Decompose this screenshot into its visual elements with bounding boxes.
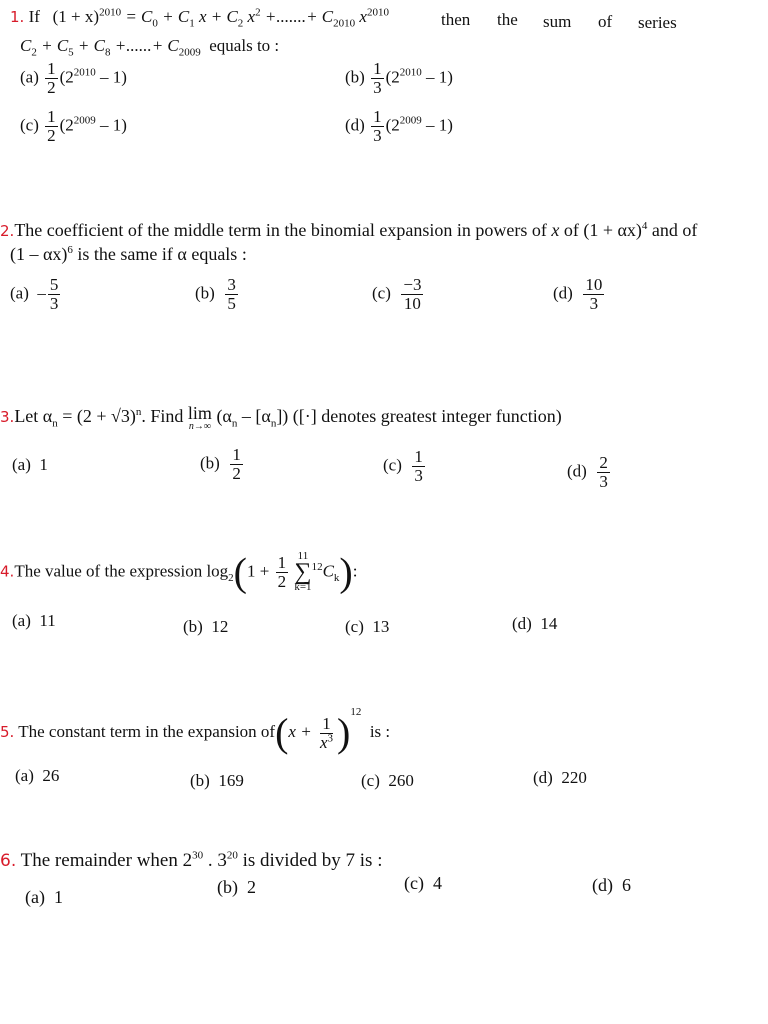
q2-line2-tail: is the same if α equals : xyxy=(72,244,247,264)
q2-and-of: and of xyxy=(647,220,698,240)
q1-sub1: 1 xyxy=(189,17,195,30)
q3-b-den: 2 xyxy=(232,463,241,483)
q6-b-label: (b) xyxy=(217,877,238,897)
q3-mid: – [α xyxy=(237,406,271,427)
q6-exp1: 30 xyxy=(192,849,204,862)
q3-option-a[interactable] xyxy=(12,456,48,473)
q1-a-num: 1 xyxy=(47,59,56,78)
q5-option-c[interactable] xyxy=(361,772,414,789)
q1-option-c[interactable] xyxy=(20,108,127,145)
q5-number: 5. xyxy=(0,723,15,741)
q1-option-d[interactable] xyxy=(345,108,453,145)
q1-d-num: 1 xyxy=(373,107,382,126)
q4-option-d[interactable] xyxy=(512,615,557,632)
q3-let: Let α xyxy=(14,406,53,427)
q6-text2: is divided by 7 is : xyxy=(237,850,383,871)
q5-exp: 12 xyxy=(350,706,362,718)
q4-option-c[interactable] xyxy=(345,618,389,635)
q4-c: C xyxy=(322,561,334,581)
q5-paren-right: ) xyxy=(336,710,351,756)
q4-a-value: 11 xyxy=(39,611,56,630)
q2-number: 2. xyxy=(0,222,15,240)
q3-stem xyxy=(0,404,562,432)
q1-sum: sum xyxy=(543,12,572,31)
q6-dot: . 3 xyxy=(203,850,227,871)
q4-c-sub: k xyxy=(333,571,340,584)
q6-c-value: 4 xyxy=(432,873,442,893)
q3-d-fraction xyxy=(597,454,610,491)
q6-option-d[interactable] xyxy=(592,876,631,894)
q1-c-base: (2 xyxy=(59,115,74,135)
q3-c-fraction xyxy=(412,448,425,485)
q2-stem-line1 xyxy=(0,221,697,239)
q6-d-value: 6 xyxy=(622,875,631,895)
q6-text1: The remainder when 2 xyxy=(16,850,193,871)
q6-number: 6. xyxy=(0,851,17,871)
q2-line2: (1 – αx) xyxy=(10,244,68,264)
q3-d-label: (d) xyxy=(567,461,587,481)
q1-s2009: 2009 xyxy=(178,46,201,59)
q2-a-num: 5 xyxy=(49,275,59,294)
q3-a-label: (a) xyxy=(12,455,31,474)
q1-xlast: x xyxy=(359,7,367,26)
q6-b-value: 2 xyxy=(247,877,256,897)
q2-d-label: (d) xyxy=(553,283,573,303)
q1-a-fraction xyxy=(45,60,58,97)
q2-b-fraction xyxy=(225,276,238,313)
q1-option-a[interactable] xyxy=(20,60,127,97)
q1-b-tail: – 1) xyxy=(426,67,453,87)
q4-sigma xyxy=(294,552,311,593)
q1-stem-line2 xyxy=(20,36,280,59)
q2-c-num: −3 xyxy=(403,275,422,294)
q2-d-den: 3 xyxy=(589,293,599,313)
q4-d-label: (d) xyxy=(512,614,532,633)
q1-d-exp: 2009 xyxy=(399,114,422,127)
q2-stem-line2 xyxy=(10,245,247,263)
q1-tail: equals to : xyxy=(209,36,280,55)
q5-c-label: (c) xyxy=(361,771,380,790)
q3-option-c[interactable] xyxy=(383,448,427,485)
q1-a-base: (2 xyxy=(59,67,74,87)
q3-b-fraction xyxy=(230,446,243,483)
q2-a-sign: – xyxy=(37,283,46,303)
q1-exp2: 2 xyxy=(255,6,261,19)
q1-c-exp: 2009 xyxy=(73,114,96,127)
q2-d-fraction xyxy=(583,276,604,313)
q5-a-value: 26 xyxy=(42,766,60,785)
q5-frac-den-x: x xyxy=(319,732,328,752)
q1-dots2: +......+ C xyxy=(114,36,179,55)
q4-half-den: 2 xyxy=(277,572,287,592)
q3-lim-word: lim xyxy=(187,403,212,423)
q1-series: series xyxy=(638,13,677,32)
q6-exp2: 20 xyxy=(226,849,238,862)
q5-option-d[interactable] xyxy=(533,769,587,786)
q2-option-a[interactable] xyxy=(10,276,62,313)
q3-sub-n: n xyxy=(52,417,58,430)
q1-stem-line1 xyxy=(10,6,389,30)
q1-c2: C xyxy=(20,36,32,55)
q6-a-label: (a) xyxy=(25,887,45,907)
q4-b-label: (b) xyxy=(183,617,203,636)
q1-sub2010: 2010 xyxy=(333,17,356,30)
q5-frac-num: 1 xyxy=(322,713,331,733)
q6-option-b[interactable] xyxy=(217,878,256,896)
q2-a-fraction xyxy=(48,276,61,313)
q4-c-value: 13 xyxy=(372,617,390,636)
q2-option-d[interactable] xyxy=(553,276,606,313)
q1-d-label: (d) xyxy=(345,115,365,135)
q1-a-label: (a) xyxy=(20,67,39,87)
q3-exp-n: n xyxy=(135,406,142,419)
q1-the: the xyxy=(497,10,518,29)
q1-x2: x xyxy=(247,7,256,26)
q5-x-plus: x + xyxy=(288,722,312,741)
q2-exp2: 6 xyxy=(67,244,73,256)
q1-b-exp: 2010 xyxy=(399,66,422,79)
q2-a-den: 3 xyxy=(49,293,59,313)
q4-stem xyxy=(0,549,358,595)
q1-a-exp: 2010 xyxy=(73,66,96,79)
q3-eq: = (2 + √3) xyxy=(57,406,136,427)
q4-b-value: 12 xyxy=(211,617,229,636)
q5-tail: is : xyxy=(369,722,391,741)
q1-b-base: (2 xyxy=(385,67,400,87)
q3-number: 3. xyxy=(0,408,15,427)
q2-a-label: (a) xyxy=(10,283,29,303)
q5-text: The constant term in the expansion of xyxy=(14,722,276,741)
q1-c-den: 2 xyxy=(47,125,56,145)
q5-fraction xyxy=(318,715,335,752)
q4-half xyxy=(276,554,289,591)
q3-d-num: 2 xyxy=(599,453,608,472)
q1-rhs: = C xyxy=(125,7,153,26)
q2-d-num: 10 xyxy=(585,275,603,294)
q4-half-num: 1 xyxy=(277,553,287,573)
q3-b-num: 1 xyxy=(232,445,241,464)
q3-lim-under: n→∞ xyxy=(188,421,211,432)
q1-c-num: 1 xyxy=(47,107,56,126)
q2-x: x xyxy=(551,220,560,240)
q6-stem xyxy=(0,851,382,870)
q1-s2: 2 xyxy=(31,46,37,59)
q4-sigma-bottom: k=1 xyxy=(294,581,312,594)
q1-a-tail: – 1) xyxy=(100,67,127,87)
q1-of: of xyxy=(598,12,613,31)
q5-frac-den xyxy=(318,731,335,752)
q5-stem xyxy=(0,706,391,756)
q3-end: ]) ([·] denotes greatest integer function) xyxy=(276,406,562,427)
q1-plus1: + C xyxy=(162,7,190,26)
q2-text1: The coefficient of the middle term in the binomial expansion in powers of xyxy=(14,220,552,240)
q1-c-tail: – 1) xyxy=(100,115,127,135)
q1-lhs: (1 + x) xyxy=(52,7,100,26)
q1-sub0: 0 xyxy=(152,17,158,30)
q1-lhs-exp: 2010 xyxy=(99,6,122,19)
q3-option-b[interactable] xyxy=(200,446,245,483)
q2-of: of (1 + αx) xyxy=(559,220,642,240)
q5-c-value: 260 xyxy=(388,771,414,790)
q3-limit xyxy=(188,404,212,432)
q1-d-base: (2 xyxy=(385,115,400,135)
q1-then: then xyxy=(441,10,471,29)
q4-d-value: 14 xyxy=(540,614,558,633)
q4-base: 2 xyxy=(228,571,234,584)
q4-text: The value of the expression log xyxy=(14,561,229,581)
q1-c-fraction xyxy=(45,108,58,145)
q1-number: 1. xyxy=(10,8,25,26)
q2-c-den: 10 xyxy=(403,293,421,313)
q2-option-b[interactable] xyxy=(195,276,240,313)
q1-b-fraction xyxy=(371,60,384,97)
q4-colon: : xyxy=(352,561,358,581)
q2-exp1: 4 xyxy=(641,220,648,232)
q3-c-den: 3 xyxy=(414,465,423,485)
q6-option-a[interactable] xyxy=(25,888,63,906)
q1-d-tail: – 1) xyxy=(426,115,453,135)
q4-number: 4. xyxy=(0,562,15,581)
q4-paren-right: ) xyxy=(339,549,353,595)
q5-den-exp: 3 xyxy=(327,731,333,744)
q3-find: . Find xyxy=(141,406,188,427)
q2-c-label: (c) xyxy=(372,283,391,303)
q3-a-value: 1 xyxy=(39,455,48,474)
q1-d-fraction xyxy=(371,108,384,145)
q1-explast: 2010 xyxy=(366,6,389,19)
q4-c-label: (c) xyxy=(345,617,364,636)
q2-b-label: (b) xyxy=(195,283,215,303)
q5-d-label: (d) xyxy=(533,768,553,787)
q4-a-label: (a) xyxy=(12,611,31,630)
q6-c-label: (c) xyxy=(404,873,424,893)
q3-expr: (α xyxy=(211,406,232,427)
q1-p1: + C xyxy=(41,36,69,55)
q5-b-value: 169 xyxy=(218,771,244,790)
q5-option-a[interactable] xyxy=(15,767,59,784)
q3-c-num: 1 xyxy=(414,447,423,466)
q1-c-label: (c) xyxy=(20,115,39,135)
q6-a-value: 1 xyxy=(53,887,63,907)
q1-x1: x + C xyxy=(198,7,238,26)
q4-option-a[interactable] xyxy=(12,612,56,629)
q1-if: If xyxy=(28,7,40,26)
q2-b-den: 5 xyxy=(227,293,236,313)
q2-b-num: 3 xyxy=(227,275,236,294)
q3-c-label: (c) xyxy=(383,455,402,475)
q5-option-b[interactable] xyxy=(190,772,244,789)
q4-sigma-top: 11 xyxy=(297,550,309,562)
q3-b-label: (b) xyxy=(200,453,220,473)
q1-d-den: 3 xyxy=(373,125,382,145)
q1-a-den: 2 xyxy=(47,77,56,97)
q1-dots: +.......+ C xyxy=(264,7,334,26)
q4-c-pre: 12 xyxy=(311,560,323,573)
q5-b-label: (b) xyxy=(190,771,210,790)
q1-p2: + C xyxy=(77,36,105,55)
q1-sub2: 2 xyxy=(237,17,244,30)
q4-sigma-symbol: ∑ xyxy=(294,558,312,585)
q3-sub-n3: n xyxy=(270,417,277,430)
q3-d-den: 3 xyxy=(599,471,608,491)
q5-d-value: 220 xyxy=(561,768,587,787)
q1-b-label: (b) xyxy=(345,67,365,87)
q3-option-d[interactable] xyxy=(567,454,612,491)
q5-a-label: (a) xyxy=(15,766,34,785)
q4-paren-left: ( xyxy=(233,549,247,595)
q4-option-b[interactable] xyxy=(183,618,228,635)
q2-c-fraction xyxy=(401,276,423,313)
q4-one-plus: 1 + xyxy=(247,561,270,581)
q5-paren-left: ( xyxy=(275,710,289,756)
q2-option-c[interactable] xyxy=(372,276,425,313)
q3-sub-n2: n xyxy=(231,417,238,430)
q1-option-b[interactable] xyxy=(345,60,453,97)
q6-option-c[interactable] xyxy=(404,874,442,892)
q1-b-den: 3 xyxy=(373,77,382,97)
q1-s5: 5 xyxy=(68,46,74,59)
q6-d-label: (d) xyxy=(592,875,613,895)
q1-s8: 8 xyxy=(104,46,111,59)
q1-b-num: 1 xyxy=(373,59,382,78)
